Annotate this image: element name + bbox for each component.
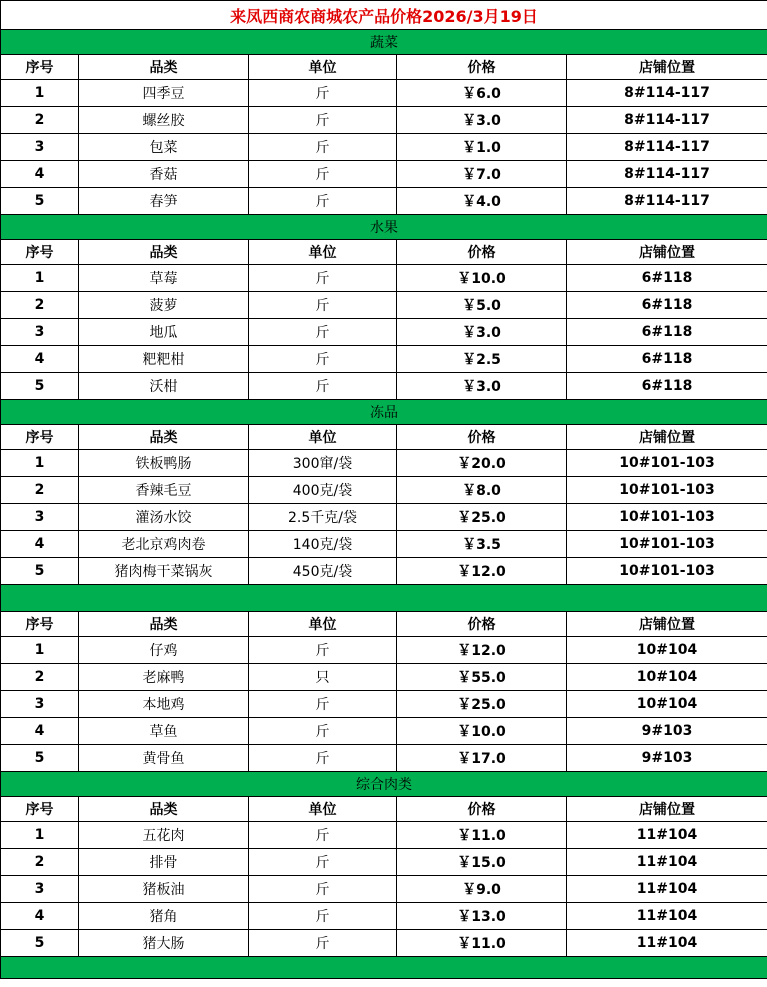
title-row [1, 1, 767, 30]
table-row [1, 107, 767, 134]
row-number: 2 [1, 292, 79, 319]
row-number: 2 [1, 849, 79, 876]
item-name: 猪大肠 [79, 930, 249, 957]
column-header: 店铺位置 [567, 612, 767, 637]
item-unit: 斤 [249, 822, 397, 849]
shop-location: 9#103 [567, 718, 767, 745]
item-unit: 只 [249, 664, 397, 691]
item-name: 菠萝 [79, 292, 249, 319]
item-price: ￥20.0 [397, 450, 567, 477]
item-price: ￥12.0 [397, 558, 567, 585]
shop-location: 6#118 [567, 346, 767, 373]
item-name: 本地鸡 [79, 691, 249, 718]
column-header: 品类 [79, 425, 249, 450]
column-header: 店铺位置 [567, 240, 767, 265]
row-number: 4 [1, 346, 79, 373]
row-number: 3 [1, 876, 79, 903]
item-unit: 斤 [249, 876, 397, 903]
item-name: 春笋 [79, 188, 249, 215]
item-name: 猪角 [79, 903, 249, 930]
row-number: 4 [1, 718, 79, 745]
column-header: 价格 [397, 55, 567, 80]
column-header: 序号 [1, 797, 79, 822]
header-row [1, 612, 767, 637]
item-price: ￥55.0 [397, 664, 567, 691]
shop-location: 10#104 [567, 664, 767, 691]
item-unit: 斤 [249, 188, 397, 215]
shop-location: 8#114-117 [567, 188, 767, 215]
shop-location: 10#101-103 [567, 504, 767, 531]
item-name: 猪肉梅干菜锅灰 [79, 558, 249, 585]
column-header: 品类 [79, 612, 249, 637]
column-header: 店铺位置 [567, 797, 767, 822]
item-unit: 300窜/袋 [249, 450, 397, 477]
item-price: ￥3.0 [397, 319, 567, 346]
row-number: 4 [1, 161, 79, 188]
shop-location: 11#104 [567, 903, 767, 930]
table-row [1, 849, 767, 876]
item-name: 香辣毛豆 [79, 477, 249, 504]
item-price: ￥15.0 [397, 849, 567, 876]
table-row [1, 531, 767, 558]
row-number: 3 [1, 691, 79, 718]
header-row [1, 55, 767, 80]
table-row [1, 691, 767, 718]
item-unit: 斤 [249, 107, 397, 134]
item-name: 草鱼 [79, 718, 249, 745]
item-name: 铁板鸭肠 [79, 450, 249, 477]
shop-location: 8#114-117 [567, 161, 767, 188]
category-row [1, 585, 767, 612]
item-price: ￥7.0 [397, 161, 567, 188]
table-row [1, 876, 767, 903]
column-header: 单位 [249, 240, 397, 265]
row-number: 4 [1, 903, 79, 930]
item-unit: 斤 [249, 265, 397, 292]
category-row [1, 215, 767, 240]
item-price: ￥11.0 [397, 822, 567, 849]
table-row [1, 504, 767, 531]
column-header: 品类 [79, 240, 249, 265]
table-row [1, 80, 767, 107]
shop-location: 10#104 [567, 691, 767, 718]
column-header: 品类 [79, 55, 249, 80]
shop-location: 10#101-103 [567, 531, 767, 558]
table-row [1, 558, 767, 585]
table-row [1, 161, 767, 188]
row-number: 1 [1, 80, 79, 107]
item-price: ￥9.0 [397, 876, 567, 903]
header-row [1, 240, 767, 265]
column-header: 序号 [1, 240, 79, 265]
item-unit: 斤 [249, 80, 397, 107]
item-name: 黄骨鱼 [79, 745, 249, 772]
item-price: ￥12.0 [397, 637, 567, 664]
item-name: 包菜 [79, 134, 249, 161]
shop-location: 9#103 [567, 745, 767, 772]
item-name: 排骨 [79, 849, 249, 876]
item-name: 仔鸡 [79, 637, 249, 664]
item-name: 老麻鸭 [79, 664, 249, 691]
item-price: ￥1.0 [397, 134, 567, 161]
shop-location: 6#118 [567, 373, 767, 400]
column-header: 价格 [397, 612, 567, 637]
item-name: 草莓 [79, 265, 249, 292]
column-header: 店铺位置 [567, 425, 767, 450]
table-row [1, 450, 767, 477]
category-label: 蔬菜 [1, 30, 767, 55]
price-table-body [1, 1, 767, 979]
item-price: ￥3.5 [397, 531, 567, 558]
row-number: 2 [1, 664, 79, 691]
item-price: ￥11.0 [397, 930, 567, 957]
item-unit: 450克/袋 [249, 558, 397, 585]
item-name: 五花肉 [79, 822, 249, 849]
column-header: 序号 [1, 55, 79, 80]
column-header: 单位 [249, 797, 397, 822]
column-header: 序号 [1, 425, 79, 450]
row-number: 1 [1, 265, 79, 292]
table-row [1, 265, 767, 292]
row-number: 5 [1, 745, 79, 772]
table-row [1, 664, 767, 691]
shop-location: 8#114-117 [567, 134, 767, 161]
header-row [1, 425, 767, 450]
column-header: 品类 [79, 797, 249, 822]
item-unit: 斤 [249, 373, 397, 400]
shop-location: 10#104 [567, 637, 767, 664]
item-unit: 斤 [249, 346, 397, 373]
item-price: ￥2.5 [397, 346, 567, 373]
row-number: 1 [1, 822, 79, 849]
table-row [1, 903, 767, 930]
item-price: ￥5.0 [397, 292, 567, 319]
table-row [1, 188, 767, 215]
table-row [1, 477, 767, 504]
item-unit: 斤 [249, 718, 397, 745]
table-row [1, 319, 767, 346]
row-number: 3 [1, 319, 79, 346]
column-header: 单位 [249, 425, 397, 450]
column-header: 店铺位置 [567, 55, 767, 80]
item-price: ￥13.0 [397, 903, 567, 930]
footer-cell [1, 957, 767, 979]
category-row [1, 30, 767, 55]
item-name: 沃柑 [79, 373, 249, 400]
item-price: ￥3.0 [397, 107, 567, 134]
item-name: 地瓜 [79, 319, 249, 346]
category-label: 水果 [1, 215, 767, 240]
table-row [1, 930, 767, 957]
shop-location: 10#101-103 [567, 450, 767, 477]
item-price: ￥8.0 [397, 477, 567, 504]
shop-location: 11#104 [567, 876, 767, 903]
table-row [1, 718, 767, 745]
row-number: 5 [1, 558, 79, 585]
item-unit: 140克/袋 [249, 531, 397, 558]
column-header: 序号 [1, 612, 79, 637]
shop-location: 6#118 [567, 292, 767, 319]
row-number: 5 [1, 373, 79, 400]
item-name: 猪板油 [79, 876, 249, 903]
item-price: ￥3.0 [397, 373, 567, 400]
row-number: 4 [1, 531, 79, 558]
row-number: 1 [1, 637, 79, 664]
item-price: ￥4.0 [397, 188, 567, 215]
column-header: 单位 [249, 612, 397, 637]
item-name: 螺丝胶 [79, 107, 249, 134]
row-number: 5 [1, 188, 79, 215]
item-unit: 斤 [249, 849, 397, 876]
item-name: 香菇 [79, 161, 249, 188]
item-name: 灌汤水饺 [79, 504, 249, 531]
item-unit: 400克/袋 [249, 477, 397, 504]
item-name: 粑粑柑 [79, 346, 249, 373]
item-unit: 斤 [249, 319, 397, 346]
shop-location: 6#118 [567, 319, 767, 346]
item-unit: 斤 [249, 134, 397, 161]
shop-location: 6#118 [567, 265, 767, 292]
item-unit: 斤 [249, 292, 397, 319]
item-unit: 斤 [249, 930, 397, 957]
shop-location: 11#104 [567, 849, 767, 876]
table-row [1, 822, 767, 849]
column-header: 单位 [249, 55, 397, 80]
item-price: ￥10.0 [397, 718, 567, 745]
row-number: 3 [1, 504, 79, 531]
column-header: 价格 [397, 425, 567, 450]
shop-location: 11#104 [567, 822, 767, 849]
header-row [1, 797, 767, 822]
item-name: 老北京鸡肉卷 [79, 531, 249, 558]
category-label: 冻品 [1, 400, 767, 425]
item-unit: 斤 [249, 903, 397, 930]
item-price: ￥25.0 [397, 504, 567, 531]
row-number: 2 [1, 107, 79, 134]
row-number: 2 [1, 477, 79, 504]
shop-location: 11#104 [567, 930, 767, 957]
shop-location: 10#101-103 [567, 558, 767, 585]
row-number: 1 [1, 450, 79, 477]
table-row [1, 346, 767, 373]
category-label: 综合肉类 [1, 772, 767, 797]
item-unit: 斤 [249, 161, 397, 188]
category-row [1, 772, 767, 797]
category-label [1, 585, 767, 612]
table-row [1, 745, 767, 772]
table-row [1, 292, 767, 319]
item-price: ￥25.0 [397, 691, 567, 718]
footer-band [1, 957, 767, 979]
item-name: 四季豆 [79, 80, 249, 107]
row-number: 5 [1, 930, 79, 957]
category-row [1, 400, 767, 425]
column-header: 价格 [397, 797, 567, 822]
shop-location: 8#114-117 [567, 80, 767, 107]
shop-location: 8#114-117 [567, 107, 767, 134]
item-price: ￥10.0 [397, 265, 567, 292]
shop-location: 10#101-103 [567, 477, 767, 504]
table-row [1, 373, 767, 400]
row-number: 3 [1, 134, 79, 161]
table-row [1, 134, 767, 161]
column-header: 价格 [397, 240, 567, 265]
sheet-title: 来凤西商农商城农产品价格2026/3月19日 [1, 1, 767, 30]
item-unit: 斤 [249, 745, 397, 772]
item-unit: 2.5千克/袋 [249, 504, 397, 531]
item-price: ￥17.0 [397, 745, 567, 772]
item-price: ￥6.0 [397, 80, 567, 107]
table-row [1, 637, 767, 664]
item-unit: 斤 [249, 691, 397, 718]
item-unit: 斤 [249, 637, 397, 664]
